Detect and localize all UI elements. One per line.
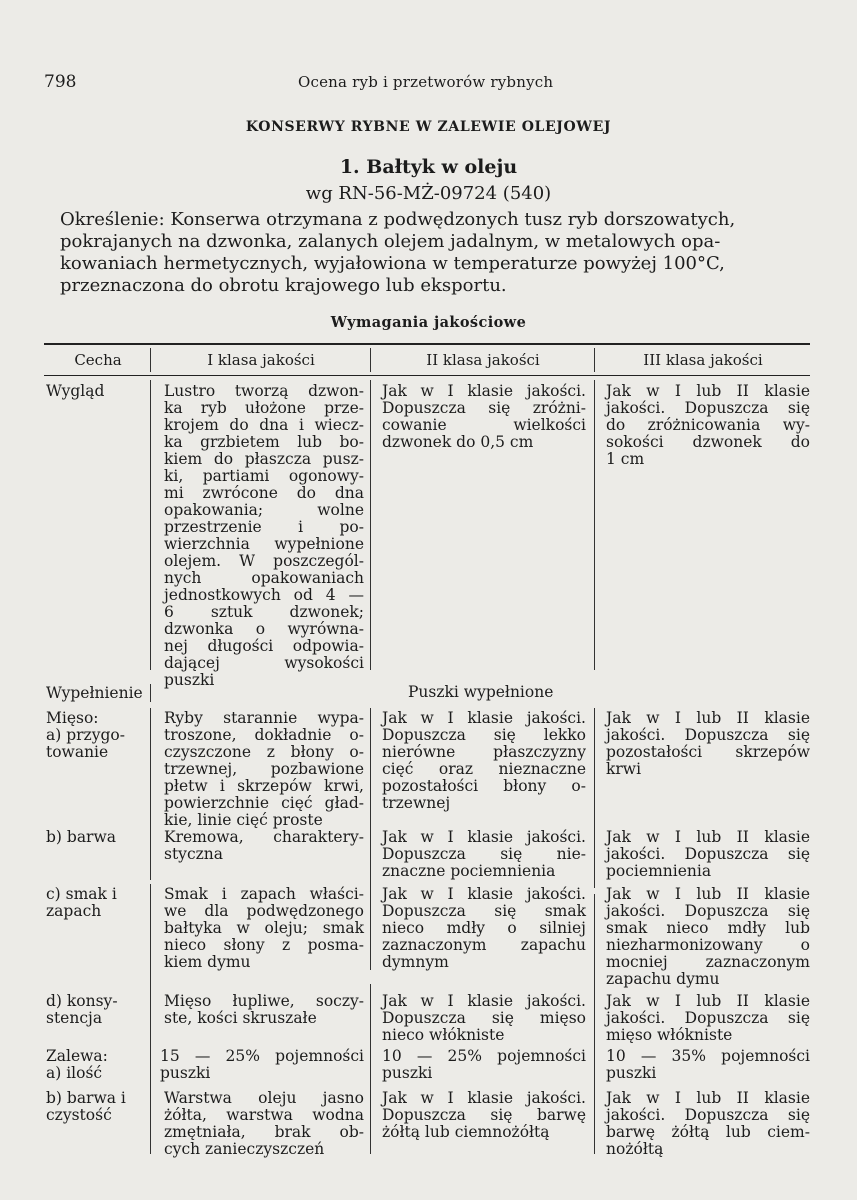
running-head: Ocena ryb i przetworów rybnych — [298, 73, 554, 91]
definition-line: Określenie: Konserwa otrzymana z podwędzonych tusz ryb dorszowatych, — [60, 209, 736, 230]
cell-taste-smell-class-2: Jak w I klasie jakości. Dopuszcza się smak nieco mdły o silniej zaznaczonym zapachu dymnym — [382, 885, 586, 971]
column-divider — [370, 984, 371, 1154]
definition-line: pokrajanych na dzwonka, zalanych olejem jadalnym, w metalowych opa- — [60, 231, 721, 252]
row-label-brine-amount: Zalewa: a) ilość — [46, 1047, 108, 1082]
column-header-class-1: I klasa jakości — [207, 351, 315, 369]
cell-appearance-class-2: Jak w I klasie jakości. Dopuszcza się zróżni- cowanie wielkości dzwonek do 0,5 cm — [382, 382, 586, 451]
row-label-taste-smell: c) smak i zapach — [46, 885, 117, 920]
column-divider — [594, 708, 595, 888]
column-divider — [150, 348, 151, 372]
cell-meat-preparation-class-1: Ryby starannie wypa- troszone, dokładnie o- czyszczone z błony o- trzewnej, pozbawione płetw i skrzepów krwi, powierzchnie cięć gład- kie, linie cięć proste — [164, 709, 364, 829]
column-header-class-3: III klasa jakości — [643, 351, 763, 369]
column-divider — [594, 894, 595, 1154]
cell-brine-amount-class-1: 15 — 25% pojemności puszki — [160, 1047, 364, 1082]
column-divider — [594, 348, 595, 372]
cell-color-class-2: Jak w I klasie jakości. Dopuszcza się nie- znaczne pociemnienia — [382, 828, 586, 880]
definition-line: przeznaczona do obrotu krajowego lub eksportu. — [60, 275, 507, 296]
cell-brine-color-class-2: Jak w I klasie jakości. Dopuszcza się barwę żółtą lub ciemnożółtą — [382, 1089, 586, 1141]
column-divider — [150, 884, 151, 1154]
cell-meat-preparation-class-2: Jak w I klasie jakości. Dopuszcza się lekko nierówne płaszczyzny cięć oraz nieznaczne pozostałości błony o- trzewnej — [382, 709, 586, 812]
table-top-rule — [44, 343, 810, 345]
cell-appearance-class-1: Lustro tworzą dzwon- ka ryb ułożone prze- krojem do dna i wiecz- ka grzbietem lub bo- kiem do płaszcza pusz- ki, partiami ogonowy- mi zwrócone do dna opakowania; wolne przestrzenie i po- wierzchnia wypełnione olejem. W poszczegól- nych opakowaniach jednostkowych od 4 — 6 sztuk dzwonek; dzwonka o wyrówna- nej długości odpowia- dającej wysokości puszki — [164, 382, 364, 689]
cell-appearance-class-3: Jak w I lub II klasie jakości. Dopuszcza się do zróżnicowania wy- sokości dzwonek do 1 cm — [606, 382, 810, 468]
column-divider — [594, 380, 595, 670]
product-title: 1. Bałtyk w oleju — [339, 156, 518, 178]
column-divider — [150, 684, 151, 702]
requirements-title: Wymagania jakościowe — [330, 314, 527, 331]
cell-brine-color-class-1: Warstwa oleju jasno żółta, warstwa wodna zmętniała, brak ob- cych zanieczyszczeń — [164, 1089, 364, 1158]
row-label-brine-color: b) barwa i czystość — [46, 1089, 126, 1124]
section-heading: KONSERWY RYBNE W ZALEWIE OLEJOWEJ — [245, 119, 612, 135]
table-header-rule — [44, 375, 810, 376]
cell-brine-amount-class-3: 10 — 35% pojemności puszki — [606, 1047, 810, 1082]
column-divider — [370, 380, 371, 670]
row-label-color: b) barwa — [46, 828, 116, 846]
cell-color-class-1: Kremowa, charaktery- styczna — [164, 828, 364, 863]
row-label-appearance: Wygląd — [46, 382, 105, 400]
column-divider — [370, 708, 371, 970]
column-divider — [370, 348, 371, 372]
cell-consistency-class-1: Mięso łupliwe, soczy- ste, kości skruszałe — [164, 992, 364, 1027]
column-header-class-2: II klasa jakości — [426, 351, 540, 369]
cell-taste-smell-class-1: Smak i zapach właści- we dla podwędzonego bałtyka w oleju; smak nieco słony z posma- kiem dymu — [164, 885, 364, 971]
definition-paragraph — [60, 209, 800, 297]
cell-consistency-class-2: Jak w I klasie jakości. Dopuszcza się mięso nieco włókniste — [382, 992, 586, 1044]
cell-filling-all-classes: Puszki wypełnione — [408, 683, 554, 701]
cell-brine-color-class-3: Jak w I lub II klasie jakości. Dopuszcza się barwę żółtą lub ciem- nożółtą — [606, 1089, 810, 1158]
page-number: 798 — [44, 72, 77, 92]
cell-consistency-class-3: Jak w I lub II klasie jakości. Dopuszcza się mięso włókniste — [606, 992, 810, 1044]
cell-brine-amount-class-2: 10 — 25% pojemności puszki — [382, 1047, 586, 1082]
standard-reference: wg RN-56-MŻ-09724 (540) — [305, 183, 552, 204]
row-label-consistency: d) konsy- stencja — [46, 992, 118, 1027]
cell-meat-preparation-class-3: Jak w I lub II klasie jakości. Dopuszcza się pozostałości skrzepów krwi — [606, 709, 810, 778]
cell-color-class-3: Jak w I lub II klasie jakości. Dopuszcza się pociemnienia — [606, 828, 810, 880]
definition-line: kowaniach hermetycznych, wyjałowiona w temperaturze powyżej 100°C, — [60, 253, 725, 274]
row-label-filling: Wypełnienie — [46, 684, 143, 702]
column-divider — [150, 380, 151, 670]
cell-taste-smell-class-3: Jak w I lub II klasie jakości. Dopuszcza się smak nieco mdły lub niezharmonizowany o mocniej zaznaczonym zapachu dymu — [606, 885, 810, 988]
row-label-meat-preparation: Mięso: a) przygo- towanie — [46, 709, 125, 761]
column-header-feature: Cecha — [74, 351, 122, 369]
column-divider — [150, 708, 151, 880]
